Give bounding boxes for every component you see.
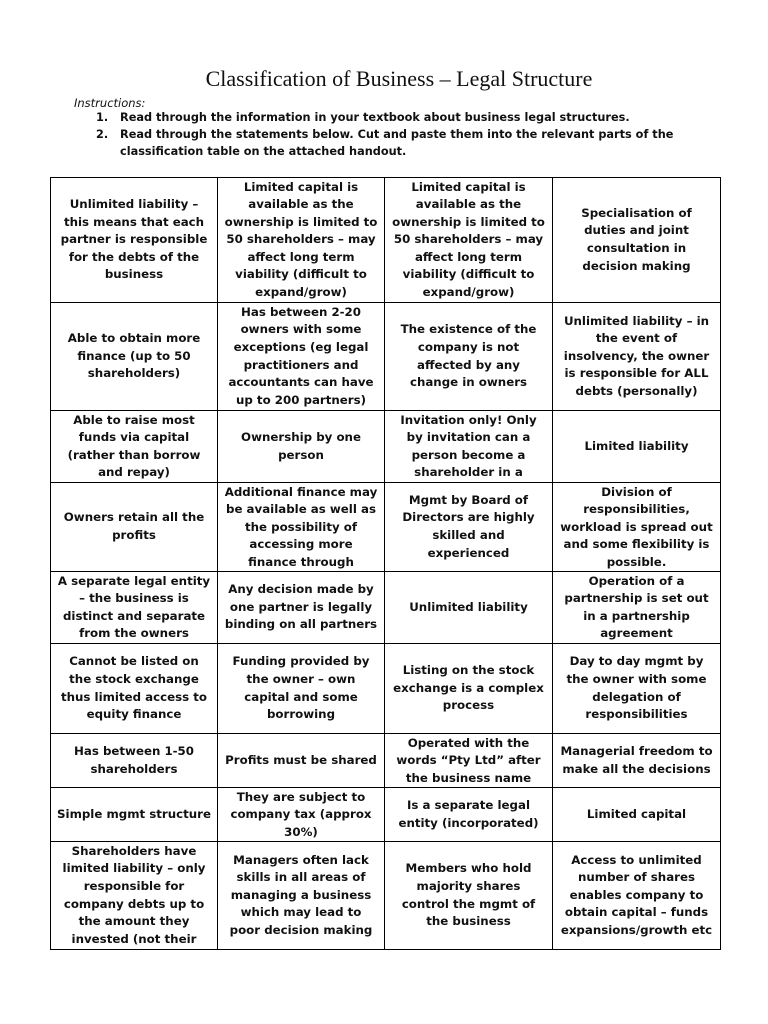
statement-cell [218,483,385,572]
statement-cell [553,303,721,411]
instructions-list [96,109,726,160]
statement-text: Has between 1-50 shareholders [74,743,194,776]
statement-text: They are subject to company tax (approx 30%) [230,789,372,839]
statement-cell [385,411,553,483]
table-row [51,303,721,411]
statement-cell [51,734,218,788]
statement-text: Owners retain all the profits [63,510,205,542]
statement-text: Any decision made by one partner is legally binding on all partners [224,582,378,632]
table-row [51,644,721,734]
statement-cell [51,411,218,483]
statement-text: Operated with the words “Pty Ltd” after the business name [396,735,541,785]
statement-text: Managers often lack skills in all areas of managing a business which may lead to poor decision making [229,852,373,937]
statement-cell [385,644,553,734]
statement-cell [385,483,553,572]
statement-text: Listing on the stock exchange is a complex process [393,663,544,713]
statement-cell [553,842,721,950]
statement-text: Able to raise most funds via capital (rather than borrow and repay) [67,412,201,480]
instruction-item [96,126,726,160]
statement-cell [218,411,385,483]
statement-text: Limited capital [586,806,687,821]
instructions-label: Instructions: [74,96,146,110]
statement-cell [218,178,385,303]
statement-text: Additional finance may be available as well as the possibility of accessing more finance through [224,484,378,569]
statement-text: Members who hold majority shares control the mgmt of the business [401,861,536,929]
statement-cell [553,788,721,842]
table-row [51,483,721,572]
statement-cell [51,572,218,644]
statement-text: Mgmt by Board of Directors are highly skilled and experienced [402,492,535,560]
statement-cell [51,178,218,303]
statement-text: Unlimited liability – in the event of insolvency, the owner is responsible for ALL debts (personally) [563,313,710,398]
table-row [51,411,721,483]
statement-text: Unlimited liability [409,599,528,614]
statement-cell [51,303,218,411]
statement-cell [51,842,218,950]
statement-cell [385,734,553,788]
statement-text: The existence of the company is not affected by any change in owners [400,322,537,390]
statement-text: Limited capital is available as the ownership is limited to 50 shareholders – may affect long term viability (difficult to expand/grow) [392,179,545,300]
statement-cell [553,644,721,734]
statement-text: Ownership by one person [241,429,361,462]
instruction-text: Read through the statements below. Cut and paste them into the relevant parts of the classification table on the attached handout. [120,128,674,158]
statement-text: Able to obtain more finance (up to 50 shareholders) [67,331,201,381]
statement-cell [553,572,721,644]
statement-cell [385,788,553,842]
statement-text: Funding provided by the owner – own capital and some borrowing [232,654,370,722]
statement-cell [385,842,553,950]
statement-text: Day to day mgmt by the owner with some delegation of responsibilities [566,654,707,722]
statement-cell [553,734,721,788]
statement-text: Limited capital is available as the ownership is limited to 50 shareholders – may affect long term viability (difficult to expand/grow) [224,179,378,300]
table-row [51,788,721,842]
page-title: Classification of Business – Legal Structure [205,66,593,91]
statement-text: Operation of a partnership is set out in a partnership agreement [564,573,709,641]
statement-cell [385,572,553,644]
statement-cell [553,483,721,572]
statement-cell [51,644,218,734]
statement-text: Invitation only! Only by invitation can a person become a shareholder in a [400,412,537,480]
statement-text: Simple mgmt structure [57,806,211,821]
table-row [51,734,721,788]
instruction-number: 2. [96,128,109,141]
statement-text: Cannot be listed on the stock exchange thus limited access to equity finance [60,654,208,722]
statement-text: Access to unlimited number of shares enables company to obtain capital – funds expansions/growth etc [560,852,713,937]
statement-text: Has between 2-20 owners with some exceptions (eg legal practitioners and accountants can have up to 200 partners) [228,304,374,407]
statement-text: Profits must be shared [225,752,377,767]
statement-cell [218,644,385,734]
statement-text: A separate legal entity – the business is distinct and separate from the owners [57,573,211,641]
instruction-item [96,109,726,126]
table-row [51,572,721,644]
statement-cell [51,788,218,842]
statement-cell [218,788,385,842]
statement-text: Shareholders have limited liability – only responsible for company debts up to the amount they invested (not their [62,843,206,946]
statement-text: Managerial freedom to make all the decisions [560,743,713,776]
instruction-number: 1. [96,111,109,124]
statement-text: Specialisation of duties and joint consultation in decision making [581,205,692,273]
statements-table [50,177,721,950]
statement-cell [385,303,553,411]
statement-cell [553,178,721,303]
statement-cell [218,842,385,950]
statement-text: Division of responsibilities, workload is spread out and some flexibility is possible. [560,484,713,569]
statement-cell [218,303,385,411]
statement-cell [218,734,385,788]
statement-cell [51,483,218,572]
statement-cell [553,411,721,483]
table-row [51,178,721,303]
instruction-text: Read through the information in your textbook about business legal structures. [120,111,630,124]
table-row [51,842,721,950]
statement-text: Limited liability [584,438,689,453]
statement-text: Is a separate legal entity (incorporated) [398,797,539,830]
statement-cell [218,572,385,644]
statement-text: Unlimited liability – this means that each partner is responsible for the debts of the business [60,197,208,282]
statement-cell [385,178,553,303]
